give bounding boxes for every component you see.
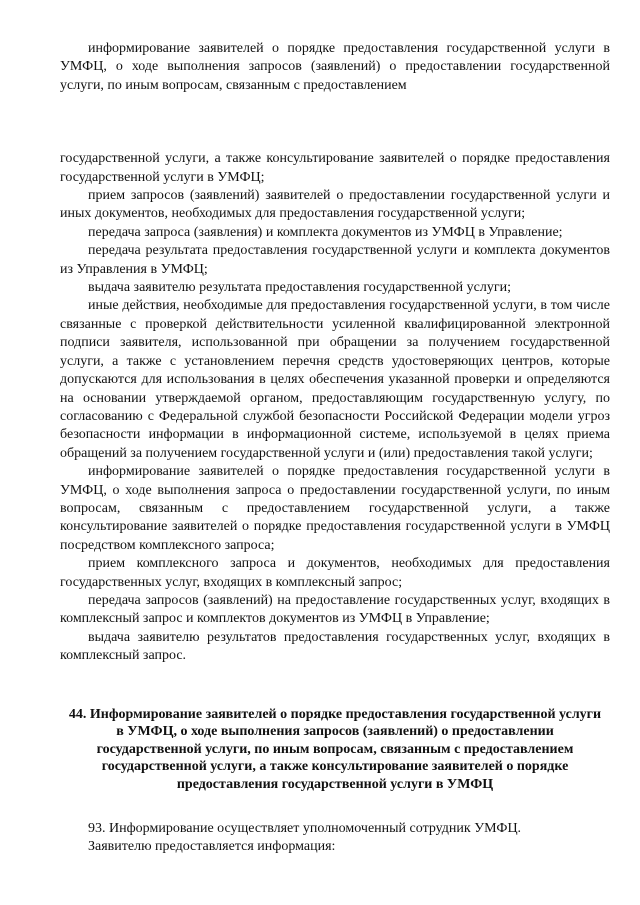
- paragraph-complex-transfer: передача запросов (заявлений) на предоставление государственных услуг, входящих в комплексный запрос и комплектов документов из УМФЦ в Управление;: [60, 592, 610, 627]
- heading-gap-before: [60, 666, 610, 706]
- document-page: [60, 40, 610, 856]
- heading-gap-after: [60, 794, 610, 820]
- paragraph-complex-issue: выдача заявителю результатов предоставления государственных услуг, входящих в комплексный запрос.: [60, 629, 610, 664]
- section-heading: 44. Информирование заявителей о порядке предоставления государственной услуги в УМФЦ, о ходе выполнения запросов (заявлений) о предоставлении государственной услуги, по иным вопросам, связанным с предоставлением государственной услуги, а также консультирование заявителей о порядке предоставления государственной услуги в УМФЦ: [68, 706, 602, 792]
- paragraph-93: 93. Информирование осуществляет уполномоченный сотрудник УМФЦ.: [88, 820, 522, 836]
- paragraph-transfer-request: передача запроса (заявления) и комплекта документов из УМФЦ в Управление;: [88, 224, 563, 240]
- paragraph-informing-continued: государственной услуги, а также консультирование заявителей о порядке предоставления государственной услуги в УМФЦ;: [60, 151, 610, 185]
- paragraph-info-provided: Заявителю предоставляется информация:: [88, 838, 336, 854]
- paragraph-informing-complex: информирование заявителей о порядке предоставления государственной услуги в УМФЦ, о ходе выполнения запроса о предоставлении государственной услуги, по иным вопросам, связанным с предоставлением государственной услуги, а также консультирование заявителей о порядке предоставления государственной услуги в УМФЦ посредством комплексного запроса;: [60, 464, 610, 553]
- page-break-gap: [60, 95, 610, 150]
- paragraph-informing-start: информирование заявителей о порядке предоставления государственной услуги в УМФЦ, о ходе выполнения запросов (заявлений) о предоставлении государственной услуги, по иным вопросам, связанным с предоставлением: [60, 41, 610, 93]
- paragraph-complex-reception: прием комплексного запроса и документов, необходимых для предоставления государственных услуг, входящих в комплексный запрос;: [60, 556, 610, 590]
- paragraph-issue-result: выдача заявителю результата предоставления государственной услуги;: [88, 280, 511, 296]
- paragraph-transfer-result: передача результата предоставления государственной услуги и комплекта документов из Управления в УМФЦ;: [60, 243, 610, 277]
- paragraph-reception: прием запросов (заявлений) заявителей о предоставлении государственной услуги и иных документов, необходимых для предоставления государственной услуги;: [60, 188, 610, 222]
- paragraph-other-actions: иные действия, необходимые для предоставления государственной услуги, в том числе связанные с проверкой действительности усиленной квалифицированной электронной подписи заявителя, использованной при обращении за получением государственной услуги, а также с установлением перечня средств удостоверяющих центров, которые допускаются для использования в целях обеспечения указанной проверки и определяются на основании утверждаемой органом, предоставляющим государственную услугу, по согласованию с Федеральной службой безопасности Российской Федерации модели угроз безопасности информации в информационной системе, используемой в целях приема обращений за получением государственной услуги и (или) предоставления такой услуги;: [60, 298, 610, 461]
